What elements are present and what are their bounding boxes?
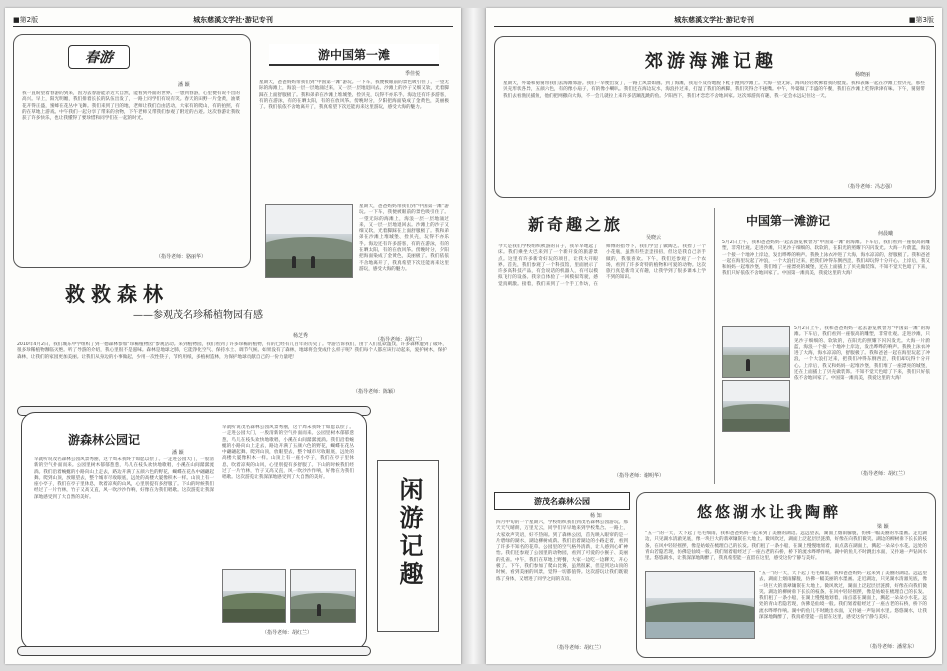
forest-park-byline: 潘 颖 — [172, 450, 184, 456]
forest-park-body-left: 早就听说茂名森林公园风景秀丽，这个周末我终于如愿以偿了。一走进公园大门，一股清新的空气扑面而来。公园里树木郁郁葱葱，鸟儿在枝头欢快地歌唱，小溪在山间潺潺流淌。我们沿着蜿蜒的小路向山上走去，路边开满了五颜六色的野花，蝴蝶在花丛中翩翩起舞。爬到山顶，放眼望去，整个城市尽收眼底，远处的高楼大厦像积木一样。山顶上有一座小亭子，我们在亭子里休息，吹着凉爽的山风，心里别提有多舒服了。下山的时候我们经过了一片竹林，竹子又高又直，风一吹沙沙作响，好像在为我们唱歌。这次游览让我深深地感受到了大自然的美好。 — [34, 457, 214, 500]
save-forest-title: 救救森林 — [65, 282, 169, 306]
fresh-trip-byline: 吴晓云 — [646, 235, 662, 241]
side-title-text: 闲游记趣 — [395, 477, 424, 589]
zhongguo-beach-byline: 季佳悦 — [405, 71, 421, 77]
edition-number-right: ■第3版 — [908, 16, 934, 24]
zhongguo-beach-credit: （指导老师：胡红兰） — [375, 337, 426, 343]
save-forest-subtitle: ——参观茂名珍稀植物园有感 — [133, 310, 263, 321]
forest-park-scroll — [21, 412, 367, 650]
side-title-box — [377, 460, 439, 632]
beach-trip-title: 郊游海滩记趣 — [645, 51, 777, 72]
first-beach-photo-2 — [722, 380, 790, 432]
beach-trip-body: 星期天，外婆和舅舅带我们去海滩郊游。我们一早便出发了，一路上风景如画。到了海滩，我迫不及待地脱下鞋子跑到沙滩上。大海一望无际，海风轻轻吹拂着我的脸庞。我和表妹一起在沙滩上捡贝壳，那些贝壳形状各异，五颜六色，有的像小扇子，有的像小喇叭。我们还在海边玩水，海浪扑过来，打湿了我们的裤脚，我们笑得合不拢嘴。中午，外婆做了丰盛的午餐，我们在沙滩上吃得津津有味。下午，舅舅带我们去看渔民捕鱼，他们把网撒向大海，不一会儿就拉上来许多活蹦乱跳的鱼。夕阳西下，我们才恋恋不舍地回家。这次郊游真有趣，我一定会永远记住这一天。 — [503, 81, 925, 99]
spring-article-title: 春游 — [68, 45, 130, 69]
maoming-park-credit: （指导老师：胡红兰） — [554, 645, 605, 651]
first-beach-article — [718, 204, 934, 486]
beach-trip-credit: （指导老师：冯志强） — [845, 184, 896, 190]
spring-article — [13, 34, 251, 268]
right-newspaper-page — [486, 8, 942, 664]
first-beach-credit: （指导老师：胡红兰） — [858, 471, 909, 477]
fresh-trip-credit: （指导老师：谢明华） — [614, 473, 665, 479]
spring-article-credit: （指导老师：骆丽华） — [156, 254, 207, 260]
page-gutter — [461, 8, 486, 664]
fresh-trip-article — [494, 204, 710, 486]
spring-article-body: 我一直盼望着春游的到来，因为去春游能亲近大自然，能看到外面的世界。一想到春游，心里便有说不出的高兴。早上，阳光明媚，我们排着长长的队伍出发了，一路上同学们有说有笑。春天的田野一片金黄，油菜花开得正盛，蜜蜂在花丛中飞舞。我们来到了目的地，老师让我们自由活动，大家有的爬山，有的拍照，有的在草地上游戏。中午我们一起分享了带来的食物，下午老师又带我们参观了附近的古迹。这次春游让我收获了许多快乐，也让我懂得了要珍惜和同学们在一起的时光。 — [22, 91, 240, 122]
save-forest-credit: （指导老师：陈颖） — [353, 389, 399, 395]
maoming-park-byline: 杨 知 — [590, 513, 602, 519]
beach-photo — [265, 204, 353, 278]
maoming-park-box — [494, 492, 630, 656]
maoming-park-body: 四月中旬的一个星期六，学校组织我们到茂名森林公园游玩。那天天气晴朗，万里无云，同学们早早地来到学校集合。一路上，大家欢声笑语，好不热闹。到了森林公园，首先映入眼帘的是一片碧绿的湖水，湖边柳树成荫。我们沿着湖边的小路走着，看到了许多不知名的花草。公园里的空气格外清新，让人感到心旷神怡。我们还参观了公园里的动物园，看到了可爱的小猴子、美丽的孔雀。中午，我们在草地上野餐，大家一边吃一边聊天，开心极了。下午，我们参加了爬山比赛，虽然很累，但是到达山顶的时候，看到美丽的风景，觉得一切都值得。这次游玩让我们既锻炼了身体，又增进了同学之间的友谊。 — [496, 520, 628, 582]
lake-article-body-side: “五一”的一天，天下起了毛毛细雨，我和爸爸妈妈一起来到了美丽的湖边。远远望去，湖面上烟雨朦胧，仿佛一幅美丽的水墨画。走近湖边，只见湖水清澈见底，像一块巨大的翡翠镶嵌在大地上。微风吹过，湖面上泛起层层涟漪，好像在向我们微笑。湖边的柳树垂下长长的枝条，在风中轻轻摇摆，像是姑娘在梳理自己的长发。我们租了一条小船，在湖上慢慢地划着，雨点落在湖面上，溅起一朵朵小水花。远处的青山若隐若现，仿佛是仙境一般。我们划着船经过了一座古老的石桥，桥下的流水哗哗作响。湖中的鱼儿不时跳出水面，又扑通一声钻回水里。悠悠湖水，让我深深地陶醉了，我真希望能一直留在这里，感受这份宁静与美好。 — [759, 571, 927, 621]
first-beach-photo-1 — [722, 326, 790, 378]
zhongguo-beach-title: 游中国第一滩 — [269, 44, 439, 66]
save-forest-article — [13, 272, 453, 398]
first-beach-title: 中国第一滩游记 — [746, 214, 831, 228]
zhongguo-beach-body-top: 星期天，爸爸妈妈带我们到“中国第一滩”游玩。一下车，我便被眼前的景色吸引住了。一望无际的海滩上，海浪一层一层地涌过来，又一层一层地退回去。沙滩上的沙子又细又软，光着脚踩在上面舒服极了。我和弟弟在沙滩上堆城堡、捡贝壳，玩得不亦乐乎。海边还有许多游客，有的在游泳，有的在晒太阳，有的在放风筝。傍晚时分，夕阳把海面染成了金黄色，美丽极了。我们依依不舍地离开了，我真希望下次还能再来这里游玩，感受大海的魅力。 — [259, 80, 449, 111]
first-beach-byline: 何晨曦 — [878, 231, 894, 237]
left-newspaper-page — [5, 8, 461, 664]
fresh-trip-title: 新奇趣之旅 — [528, 215, 624, 234]
forest-park-body-right: 早就听说茂名森林公园风景秀丽，这个周末我终于如愿以偿了。一走进公园大门，一股清新的空气扑面而来。公园里树木郁郁葱葱，鸟儿在枝头欢快地歌唱，小溪在山间潺潺流淌。我们沿着蜿蜒的小路向山上走去，路边开满了五颜六色的野花，蝴蝶在花丛中翩翩起舞。爬到山顶，放眼望去，整个城市尽收眼底，远处的高楼大厦像积木一样。山顶上有一座小亭子，我们在亭子里休息，吹着凉爽的山风，心里别提有多舒服了。下山的时候我们经过了一片竹林，竹子又高又直，风一吹沙沙作响，好像在为我们唱歌。这次游览让我深深地感受到了大自然的美好。 — [222, 425, 354, 481]
left-page-header — [13, 14, 453, 27]
right-page-header — [494, 14, 934, 27]
beach-trip-article — [494, 36, 936, 198]
first-beach-body-side: 5月2日上午，我和爸爸妈妈一起去游览被誉为“中国第一滩”的海滩。下车后，我们看到一座很高的雕塑，非常壮观。走进沙滩，只见沙子细细的、软软的，在阳光的照耀下闪闪发光。大海一片蔚蓝，海浪一个接一个地冲上岸边，发出哗哗的响声。我换上泳衣冲进了大海，海水凉凉的，舒服极了。我和爸爸一起在海里玩起了冲浪，一个大浪打过来，把我们冲得东倒西歪，我们却玩得十分开心。上岸后，我又和妈妈一起堆沙堡，我们堆了一座漂亮的城堡，还在上面插上了贝壳做装饰。不知不觉天色暗了下来，我们只好依依不舍地回家了。中国第一滩真美，我爱这里的大海！ — [794, 326, 930, 382]
forest-park-credit: （指导老师：胡红兰） — [262, 630, 313, 636]
lake-article-credit: （指导老师：潘常东） — [867, 644, 918, 650]
forest-photo-2 — [290, 569, 356, 623]
scroll-bottom-roll — [17, 646, 371, 656]
lake-article-body-top: “五一”的一天，天下起了毛毛细雨，我和爸爸妈妈一起来到了美丽的湖边。远远望去，湖面上烟雨朦胧，仿佛一幅美丽的水墨画。走近湖边，只见湖水清澈见底，像一块巨大的翡翠镶嵌在大地上。微风吹过，湖面上泛起层层涟漪，好像在向我们微笑。湖边的柳树垂下长长的枝条，在风中轻轻摇摆，像是姑娘在梳理自己的长发。我们租了一条小船，在湖上慢慢地划着，雨点落在湖面上，溅起一朵朵小水花。远处的青山若隐若现，仿佛是仙境一般。我们划着船经过了一座古老的石桥，桥下的流水哗哗作响。湖中的鱼儿不时跳出水面，又扑通一声钻回水里。悠悠湖水，让我深深地陶醉了，我真希望能一直留在这里，感受这份宁静与美好。 — [645, 531, 927, 562]
zhongguo-beach-body-side: 星期天，爸爸妈妈带我们到“中国第一滩”游玩。一下车，我便被眼前的景色吸引住了。一望无际的海滩上，海浪一层一层地涌过来，又一层一层地退回去。沙滩上的沙子又细又软，光着脚踩在上面舒服极了。我和弟弟在沙滩上堆城堡、捡贝壳，玩得不亦乐乎。海边还有许多游客，有的在游泳，有的在晒太阳，有的在放风筝。傍晚时分，夕阳把海面染成了金黄色，美丽极了。我们依依不舍地离开了，我真希望下次还能再来这里游玩，感受大海的魅力。 — [359, 204, 449, 272]
lake-article-title: 悠悠湖水让我陶醉 — [697, 503, 842, 521]
spring-article-byline: 潘 颖 — [178, 82, 190, 88]
column-divider — [714, 208, 715, 484]
lake-article-byline: 梁 颖 — [877, 524, 889, 530]
lake-photo — [645, 571, 755, 639]
forest-park-title: 游森林公园记 — [68, 433, 141, 447]
save-forest-body: 2010年4月2日，我们城东中学组织了到一德森林参加“珍稀植物园”参观活动。来到植物园，我们看到了许多珍稀的植物，有的已经有几百年的历史了。导游告诉我们，由于人们乱砍滥伐，许多森林遭到了破坏，很多珍稀植物濒临灭绝。听了导游的介绍，我心里很不是滋味。森林是地球之肺，它能净化空气、保持水土、调节气候。如果没有了森林，地球将会变成什么样子呢？我们每个人都应该行动起来，爱护树木，保护森林，让我们的家园更加美丽。让我们从身边的小事做起，少用一次性筷子，节约用纸，多植树造林，为保护地球贡献自己的一份力量吧！ — [17, 342, 447, 360]
edition-number: ■第2版 — [13, 16, 39, 24]
save-forest-byline: 杨芝秀 — [293, 333, 309, 339]
maoming-park-title: 游茂名森林公园 — [494, 492, 630, 510]
newspaper-title-right: 城东慈溪文学社·游记专刊 — [674, 16, 754, 24]
fresh-trip-body: 今天是我们学校组织秋游的日子，我早早地起了床。我们乘坐大巴来到了一个新开发的旅游景点。这里有许多新奇好玩的项目，让我大开眼界。首先，我们参观了一个科技馆，里面展示了许多高科技产品，有会说话的机器人，有可以模拟飞行的设备。我亲自体验了一回模拟驾驶，感觉真刺激。接着，我们来到了一个手工作坊，在师傅的指导下，我们学会了做陶艺。我捏了一个小花瓶，虽然有些歪歪扭扭，但这是我自己亲手做的，我很喜欢。下午，我们还参观了一个农场，看到了许多奇特的植物和可爱的动物。这次旅行真是新奇又有趣，让我学到了很多课本上学不到的知识。 — [498, 244, 706, 287]
newspaper-title: 城东慈溪文学社·游记专刊 — [193, 16, 273, 24]
lake-article — [636, 492, 936, 658]
forest-photo-1 — [222, 569, 286, 623]
beach-trip-byline: 杨晓丽 — [855, 72, 871, 78]
first-beach-body-top: 5月2日上午，我和爸爸妈妈一起去游览被誉为“中国第一滩”的海滩。下车后，我们看到一座很高的雕塑，非常壮观。走进沙滩，只见沙子细细的、软软的，在阳光的照耀下闪闪发光。大海一片蔚蓝，海浪一个接一个地冲上岸边，发出哗哗的响声。我换上泳衣冲进了大海，海水凉凉的，舒服极了。我和爸爸一起在海里玩起了冲浪，一个大浪打过来，把我们冲得东倒西歪，我们却玩得十分开心。上岸后，我又和妈妈一起堆沙堡，我们堆了一座漂亮的城堡，还在上面插上了贝壳做装饰。不知不觉天色暗了下来，我们只好依依不舍地回家了。中国第一滩真美，我爱这里的大海！ — [722, 240, 930, 277]
